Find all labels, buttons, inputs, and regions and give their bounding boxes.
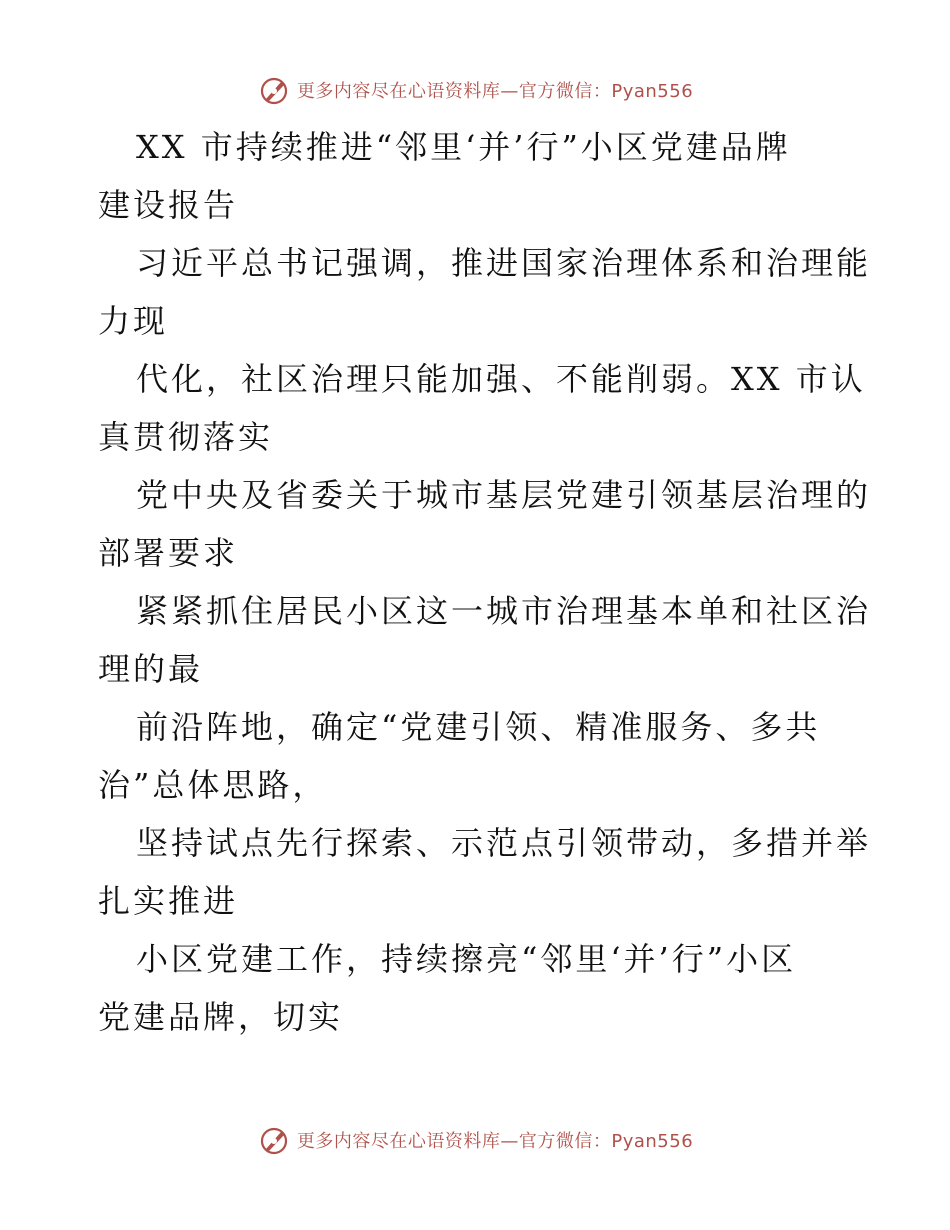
pen-logo-icon — [257, 1123, 291, 1157]
pen-logo-icon — [257, 73, 291, 107]
header-banner-text: 更多内容尽在心语资料库—官方微信：Pyan556 — [296, 81, 694, 102]
paragraph-line: 小区党建工作，持续擦亮“邻里‘并’行”小区 — [136, 940, 797, 978]
document-title-line-1: XX 市持续推进“邻里‘并’行”小区党建品牌 — [136, 128, 791, 166]
footer-banner — [0, 1120, 950, 1160]
header-banner — [0, 70, 950, 110]
paragraph-line: 习近平总书记强调，推进国家治理体系和治理能 — [136, 244, 872, 282]
document-body — [98, 118, 872, 1046]
document-title-line-2: 建设报告 — [98, 186, 239, 224]
paragraph-line: 真贯彻落实 — [98, 418, 274, 456]
footer-banner-text: 更多内容尽在心语资料库—官方微信：Pyan556 — [296, 1131, 694, 1152]
paragraph-line: 力现 — [98, 302, 169, 340]
paragraph-line: 前沿阵地，确定“党建引领、精准服务、多共 — [136, 708, 821, 746]
paragraph-line: 党建品牌，切实 — [98, 998, 344, 1036]
paragraph-line: 理的最 — [98, 650, 204, 688]
paragraph-line: 党中央及省委关于城市基层党建引领基层治理的 — [136, 476, 872, 514]
paragraph-line: 扎实推进 — [98, 882, 239, 920]
paragraph-line: 代化，社区治理只能加强、不能削弱。XX 市认 — [136, 360, 866, 398]
paragraph-line: 坚持试点先行探索、示范点引领带动，多措并举 — [136, 824, 872, 862]
paragraph-line: 治”总体思路， — [98, 766, 328, 804]
paragraph-line: 紧紧抓住居民小区这一城市治理基本单和社区治 — [136, 592, 872, 630]
paragraph-line: 部署要求 — [98, 534, 239, 572]
